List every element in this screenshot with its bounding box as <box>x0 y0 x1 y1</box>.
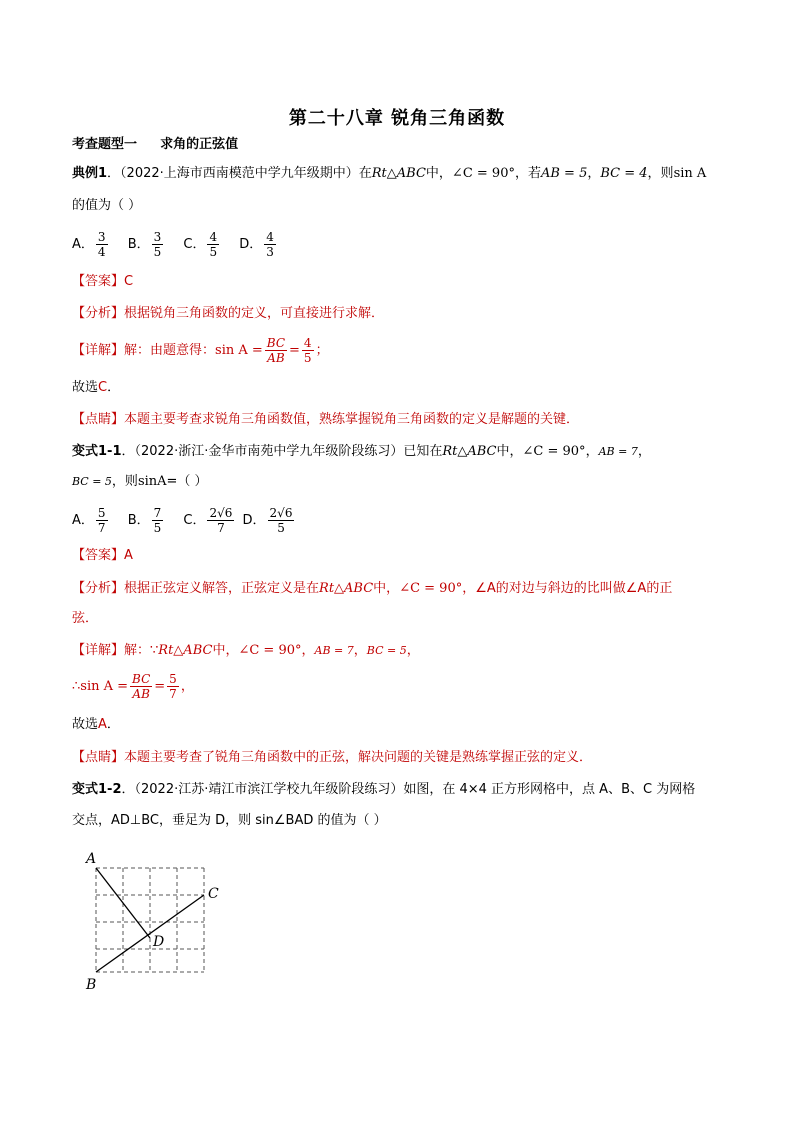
ex2-question-line2: BC = 5，则sinA=（ ） <box>72 474 208 489</box>
chapter-title: 第二十八章 锐角三角函数 <box>288 108 506 129</box>
ex1-tag: 典例1 <box>72 166 108 181</box>
ex2-choose: 故选A． <box>72 717 120 732</box>
ex1-choose: 故选C． <box>72 380 121 395</box>
section-label: 考查题型一 <box>72 137 138 152</box>
ex2-detail-line2: ∴sin A = $\frac{BC}{AB}$ = $\frac{5}{7}$ ， <box>72 672 194 701</box>
ex3-tag: 变式1-2 <box>72 782 122 797</box>
ex1-question-line2: 的值为（ ） <box>72 198 142 213</box>
label-d: D <box>153 934 165 950</box>
label-a: A <box>86 851 97 867</box>
ex2-option-d: D． $\frac{2√6}{5}$ <box>242 506 293 535</box>
ex2-option-c: C． $\frac{2√6}{7}$ <box>183 506 233 535</box>
ex1-question-line1 <box>72 164 706 184</box>
ex2-review: 【点睛】本题主要考查了锐角三角函数中的正弦，解决问题的关键是熟练掌握正弦的定义． <box>72 750 593 765</box>
ex2-tag: 变式1-1 <box>72 444 122 459</box>
ex3-question-line1: 变式1-2．（2022·江苏·靖江市滨江学校九年级阶段练习）如图，在 4×4 正方形网格中，点 A、B、C 为网格 <box>72 782 696 797</box>
grid-lines <box>96 868 204 972</box>
ex1-option-c: C． $\frac{4}{5}$ <box>183 230 218 259</box>
label-c: C <box>208 886 219 902</box>
ex1-analysis: 【分析】根据锐角三角函数的定义，可直接进行求解． <box>72 306 385 321</box>
label-b: B <box>86 977 97 993</box>
ex2-answer: 【答案】A <box>72 548 133 563</box>
ex1-triangle: Rt△ABC <box>371 166 426 181</box>
ex2-option-b: B． $\frac{7}{5}$ <box>127 506 162 535</box>
grid-figure <box>80 848 230 996</box>
ex1-cond-bc: BC = 4 <box>600 166 648 181</box>
ex1-text: ，若 <box>514 166 541 181</box>
section-topic: 求角的正弦值 <box>160 137 239 152</box>
ex1-cond-angle: ∠C = 90° <box>451 166 515 181</box>
ex1-detail: 【详解】解：由题意得：sin A = $\frac{BC}{AB}$ = $\frac{4}{5}$ ； <box>72 336 329 365</box>
ex1-option-b: B． $\frac{3}{5}$ <box>127 230 162 259</box>
ex1-source: ．（2022·上海市西南模范中学九年级期中）在 <box>107 166 372 181</box>
ex1-review: 【点睛】本题主要考查求锐角三角函数值，熟练掌握锐角三角函数的定义是解题的关键． <box>72 412 580 427</box>
ex1-answer: 【答案】C <box>72 274 134 289</box>
section-heading <box>72 135 238 155</box>
ex2-question-line1: 变式1-1．（2022·浙江·金华市南苑中学九年级阶段练习）已知在Rt△ABC中，∠C = 90°，AB = 7， <box>72 444 651 459</box>
ex2-detail-line1: 【详解】解：∵Rt△ABC中，∠C = 90°，AB = 7，BC = 5， <box>72 643 420 658</box>
ex1-option-d: D． $\frac{4}{3}$ <box>239 230 274 259</box>
ex1-text: ，则 <box>647 166 674 181</box>
ex1-options <box>72 228 292 262</box>
ex2-analysis-line1: 【分析】根据正弦定义解答，正弦定义是在Rt△ABC中，∠C = 90°，∠A的对边与斜边的比叫做∠A的正 <box>72 581 673 596</box>
ex1-text: 中， <box>425 166 452 181</box>
ex1-cond-ab: AB = 5 <box>540 166 588 181</box>
ex1-option-a: A． $\frac{3}{4}$ <box>72 230 106 259</box>
ex3-question-line2: 交点，AD⊥BC，垂足为 D，则 sin∠BAD 的值为（ ） <box>72 813 387 828</box>
ex2-options <box>72 503 310 539</box>
ex1-text: ， <box>587 166 601 181</box>
ex1-sin: sin A <box>673 166 707 181</box>
ex2-analysis-line2: 弦． <box>72 611 99 626</box>
ex2-option-a: A． $\frac{5}{7}$ <box>72 506 106 535</box>
